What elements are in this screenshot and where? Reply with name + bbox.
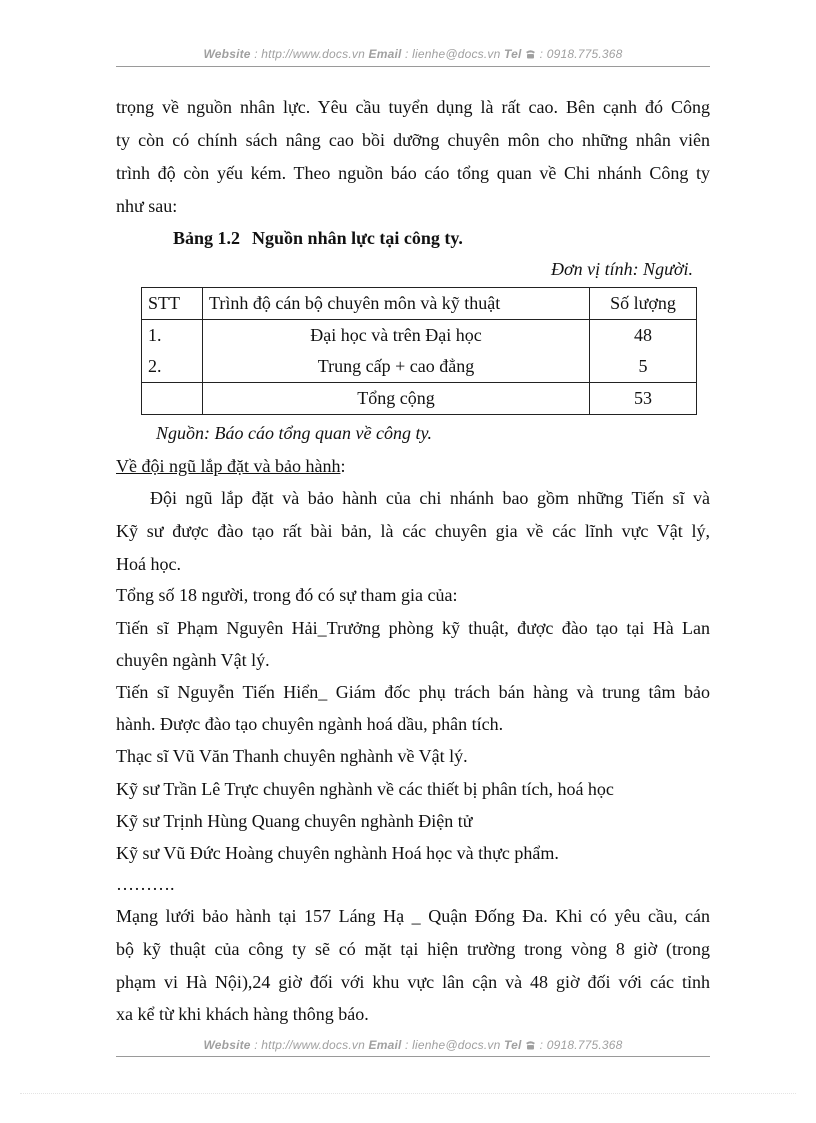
tel-value: 0918.775.368 (546, 1038, 623, 1052)
unit-note: Đơn vị tính: Người. (550, 259, 693, 279)
website-url[interactable]: http://www.docs.vn (261, 1038, 365, 1052)
website-sep: : (250, 1038, 262, 1052)
table-caption (173, 228, 463, 249)
section-heading-colon: : (340, 456, 346, 476)
tel-label: Tel (504, 47, 522, 61)
table-total-label: Tổng cộng (203, 383, 590, 415)
tel-sep: : (536, 47, 547, 61)
table-total-row (142, 383, 697, 415)
section-heading (116, 456, 710, 476)
staff-line: Tiến sĩ Phạm Nguyên Hải_Trưởng phòng kỹ thuật, được đào tạo tại Hà Lan (116, 618, 710, 638)
staff-line: Kỹ sư Vũ Đức Hoàng chuyên nghành Hoá học và thực phẩm. (116, 843, 559, 863)
table-row (142, 320, 697, 352)
intro-line: trình độ còn yếu kém. Theo nguồn báo cáo tổng quan về Chi nhánh Công ty (116, 163, 710, 183)
table-header-cell: STT (142, 288, 203, 320)
email-sep: : (401, 1038, 413, 1052)
table-cell-empty (142, 383, 203, 415)
tel-sep: : (536, 1038, 547, 1052)
source-note: Nguồn: Báo cáo tổng quan về công ty. (156, 423, 432, 443)
tel-value: 0918.775.368 (546, 47, 623, 61)
table-header-row (142, 288, 697, 320)
section-heading-text: Về đội ngũ lắp đặt và bảo hành (116, 456, 341, 476)
header-rule (116, 66, 710, 67)
email-label: Email (368, 47, 402, 61)
table-cell: Trung cấp + cao đẳng (203, 351, 590, 383)
intro-line: trọng về nguồn nhân lực. Yêu cầu tuyển dụng là rất cao. Bên cạnh đó Công (116, 97, 710, 117)
footer-rule (116, 1056, 710, 1057)
table-cell: 5 (590, 351, 697, 383)
website-url[interactable]: http://www.docs.vn (261, 47, 365, 61)
staff-line: chuyên ngành Vật lý. (116, 650, 270, 670)
network-line: xa kể từ khi khách hàng thông báo. (116, 1004, 369, 1024)
page-edge-divider (20, 1093, 796, 1094)
staff-line: Kỹ sư Trịnh Hùng Quang chuyên nghành Điện tử (116, 811, 473, 831)
team-line: Đội ngũ lắp đặt và bảo hành của chi nhánh bao gồm những Tiến sĩ và (150, 488, 710, 508)
website-label: Website (203, 1038, 251, 1052)
staff-line: Thạc sĩ Vũ Văn Thanh chuyên nghành về Vật lý. (116, 746, 468, 766)
table-total-value: 53 (590, 383, 697, 415)
table-header-cell: Trình độ cán bộ chuyên môn và kỹ thuật (203, 288, 590, 320)
network-line: Mạng lưới bảo hành tại 157 Láng Hạ _ Quận Đống Đa. Khi có yêu cầu, cán (116, 906, 710, 926)
phone-icon (525, 49, 536, 59)
intro-line: như sau: (116, 196, 178, 216)
team-line: Hoá học. (116, 554, 181, 574)
website-sep: : (250, 47, 262, 61)
staff-line: hành. Được đào tạo chuyên ngành hoá dầu, phân tích. (116, 714, 504, 734)
network-line: phạm vi Hà Nội),24 giờ đối với khu vực lân cận và 48 giờ đối với các tỉnh (116, 972, 710, 992)
email-value[interactable]: lienhe@docs.vn (412, 47, 501, 61)
table-cell: Đại học và trên Đại học (203, 320, 590, 352)
staff-line: Tiến sĩ Nguyễn Tiến Hiển_ Giám đốc phụ trách bán hàng và trung tâm bảo (116, 682, 710, 702)
total-staff: Tổng số 18 người, trong đó có sự tham gia của: (116, 585, 458, 605)
table-row (142, 351, 697, 383)
email-sep: : (401, 47, 413, 61)
table-cell: 2. (142, 351, 203, 383)
table-cell: 48 (590, 320, 697, 352)
page-footer (116, 1038, 710, 1052)
network-line: bộ kỹ thuật của công ty sẽ có mặt tại hiện trường trong vòng 8 giờ (trong (116, 939, 710, 959)
table-header-cell: Số lượng (590, 288, 697, 320)
table-cell: 1. (142, 320, 203, 352)
phone-icon (525, 1040, 536, 1050)
tel-label: Tel (504, 1038, 522, 1052)
email-label: Email (368, 1038, 402, 1052)
team-line: Kỹ sư được đào tạo rất bài bản, là các chuyên gia về các lĩnh vực Vật lý, (116, 521, 710, 541)
table-number: Bảng 1.2 (173, 228, 241, 248)
page-header (116, 47, 710, 61)
email-value[interactable]: lienhe@docs.vn (412, 1038, 501, 1052)
intro-line: ty còn có chính sách nâng cao bồi dưỡng chuyên môn cho những nhân viên (116, 130, 710, 150)
staff-table (141, 287, 697, 415)
staff-line: Kỹ sư Trần Lê Trực chuyên nghành về các thiết bị phân tích, hoá học (116, 779, 614, 799)
ellipsis: ………. (116, 874, 175, 894)
website-label: Website (203, 47, 251, 61)
table-title: Nguồn nhân lực tại công ty. (252, 228, 463, 248)
